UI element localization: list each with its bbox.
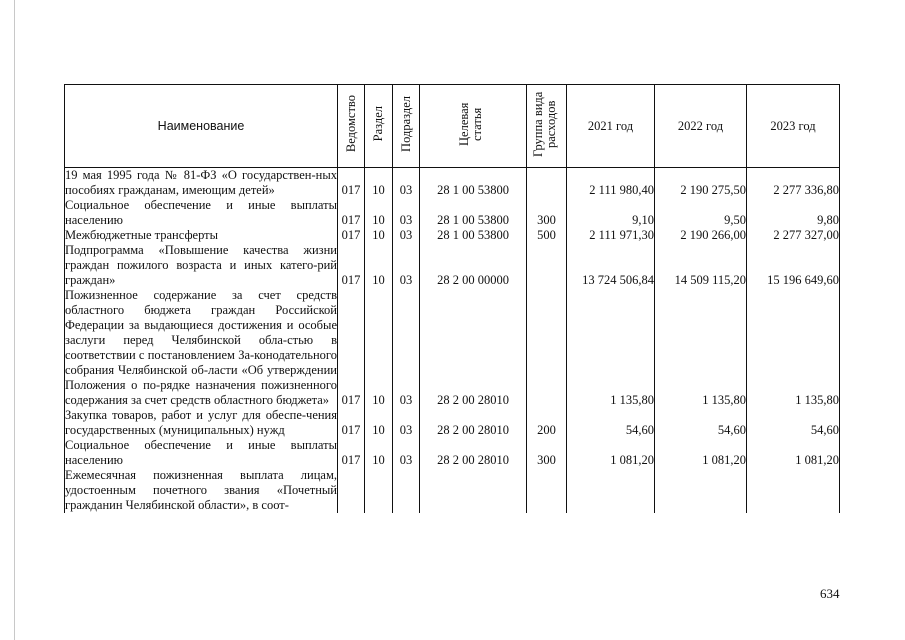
row-vr [527,168,567,199]
row-2022: 14 509 115,20 [655,243,747,288]
header-2021: 2021 год [567,85,655,168]
budget-table [64,84,840,513]
row-vr [527,243,567,288]
row-vr: 300 [527,438,567,468]
row-2023: 2 277 336,80 [747,168,840,199]
table-row [65,228,840,243]
row-pod: 03 [393,288,420,408]
row-ved: 017 [338,288,365,408]
header-2023: 2023 год [747,85,840,168]
header-name: Наименование [65,85,338,168]
row-raz: 10 [365,243,393,288]
header-gruppa-vida-rashodov: Группа вида расходов [527,85,567,168]
row-name: Социальное обеспечение и иные выплаты населению [65,438,337,467]
table-row [65,243,840,288]
row-name: Межбюджетные трансферты [65,228,338,243]
row-2021: 54,60 [567,408,655,438]
row-2022: 2 190 266,00 [655,228,747,243]
table-row [65,198,840,228]
row-cs: 28 2 00 28010 [420,408,527,438]
row-ved: 017 [338,228,365,243]
row-cs: 28 1 00 53800 [420,168,527,199]
row-vr [527,288,567,408]
row-ved: 017 [338,168,365,199]
row-ved: 017 [338,408,365,438]
row-raz [365,468,393,513]
row-raz: 10 [365,228,393,243]
row-pod: 03 [393,168,420,199]
row-2022: 54,60 [655,408,747,438]
row-2022: 9,50 [655,198,747,228]
row-cs: 28 1 00 53800 [420,198,527,228]
row-ved: 017 [338,198,365,228]
row-2022: 2 190 275,50 [655,168,747,199]
row-2021: 2 111 971,30 [567,228,655,243]
row-2021: 13 724 506,84 [567,243,655,288]
row-raz: 10 [365,438,393,468]
table-row [65,288,840,408]
row-raz: 10 [365,408,393,438]
row-name: Закупка товаров, работ и услуг для обеспе-чения государственных (муниципальных) нужд [65,408,337,437]
row-vr [527,468,567,513]
table-row [65,408,840,438]
row-ved: 017 [338,243,365,288]
table-row [65,468,840,513]
row-2023: 1 081,20 [747,438,840,468]
row-raz: 10 [365,288,393,408]
row-name: Социальное обеспечение и иные выплаты населению [65,198,337,227]
row-2023: 15 196 649,60 [747,243,840,288]
row-ved [338,468,365,513]
row-raz: 10 [365,168,393,199]
row-2021: 2 111 980,40 [567,168,655,199]
row-pod: 03 [393,228,420,243]
row-cs: 28 1 00 53800 [420,228,527,243]
row-cs: 28 2 00 00000 [420,243,527,288]
table-row [65,438,840,468]
row-pod: 03 [393,438,420,468]
header-podrazdel: Подраздел [393,85,420,168]
header-2022: 2022 год [655,85,747,168]
row-name: Пожизненное содержание за счет средств областного бюджета граждан Российской Федерации за выдающиеся достижения и особые заслуги перед Челябинской обла-стью в соответствии с постановлением За-конодательного собрания Челябинской об-ласти «Об утверждении Положения о по-рядке назначения пожизненного содержания за счет средств областного бюджета» [65,288,337,407]
row-name: 19 мая 1995 года № 81-ФЗ «О государствен-ных пособиях гражданам, имеющим детей» [65,168,337,197]
row-name: Подпрограмма «Повышение качества жизни граждан пожилого возраста и иных катего-рий граждан» [65,243,337,287]
row-2023: 9,80 [747,198,840,228]
header-celevaya-statya: Целевая статья [420,85,527,168]
row-vr: 500 [527,228,567,243]
row-pod: 03 [393,408,420,438]
table-header-row [65,85,840,168]
row-cs [420,468,527,513]
row-2023: 1 135,80 [747,288,840,408]
table-row [65,168,840,199]
row-raz: 10 [365,198,393,228]
row-cs: 28 2 00 28010 [420,288,527,408]
row-2021: 1 135,80 [567,288,655,408]
row-pod: 03 [393,198,420,228]
header-razdel: Раздел [365,85,393,168]
row-2021: 1 081,20 [567,438,655,468]
row-pod: 03 [393,243,420,288]
row-2022 [655,468,747,513]
row-vr: 300 [527,198,567,228]
row-pod [393,468,420,513]
scan-edge-line [14,0,15,640]
header-vedomstvo: Ведомство [338,85,365,168]
row-ved: 017 [338,438,365,468]
row-2022: 1 081,20 [655,438,747,468]
row-2023: 54,60 [747,408,840,438]
row-2021: 9,10 [567,198,655,228]
row-cs: 28 2 00 28010 [420,438,527,468]
row-2023 [747,468,840,513]
row-name: Ежемесячная пожизненная выплата лицам, удостоенным почетного звания «Почетный гражданин Челябинской области», в соот- [65,468,337,512]
row-2023: 2 277 327,00 [747,228,840,243]
row-vr: 200 [527,408,567,438]
row-2022: 1 135,80 [655,288,747,408]
page-number: 634 [820,586,840,601]
row-2021 [567,468,655,513]
